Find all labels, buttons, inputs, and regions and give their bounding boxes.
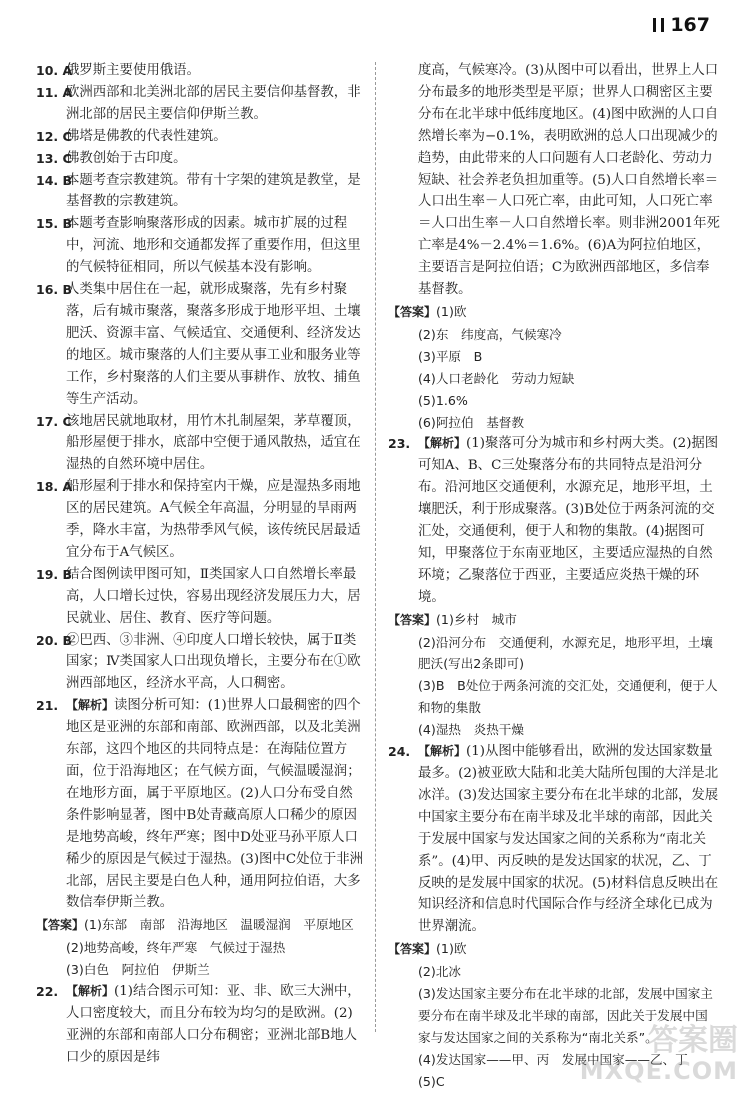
- text-body: (1)从图中能够看出，欧洲的发达国家数量最多。(2)被亚欧大陆和北美大陆所包围的大洋是北冰洋。(3)发达国家主要分布在北半球的北部，发展中国家主要分布在南半球及北半球的南部，因此关于发展中国家与发达国家之间的关系称为“南北关系”。(4)甲、丙反映的是发达国家的状况，乙、丁反映的是发展中国家的状况。(5)材料信息反映出在知识经济和信息时代国际合作与经济全球化已成为世界潮流。: [418, 744, 719, 935]
- text-body: (4)发达国家——甲、丙 发展中国家——乙、丁: [418, 1051, 688, 1067]
- question-item: [388, 433, 720, 608]
- question-number: 12. C: [36, 128, 72, 144]
- question-item: [36, 564, 366, 630]
- text-body: (5)C: [418, 1073, 445, 1089]
- text-body: ②巴西、③非洲、④印度人口增长较快，属于Ⅱ类国家；Ⅳ类国家人口出现负增长，主要分布在①欧洲西部地区，经济水平高，人口稠密。: [66, 632, 361, 692]
- question-number: 24.: [388, 744, 411, 760]
- right-column: [388, 60, 720, 1093]
- question-item: [36, 213, 366, 279]
- text-body: (1)欧: [436, 941, 467, 957]
- analysis-tag: 【解析】: [418, 744, 467, 759]
- text-body: (1)欧: [436, 303, 467, 319]
- question-number: 15. B: [36, 216, 73, 232]
- text-body: (2)北冰: [418, 964, 462, 980]
- text-body: (1)结合图示可知：亚、非、欧三大洲中，人口密度较大，而且分布较为均匀的是欧洲。(2)亚洲的东部和南部人口分布稠密；亚洲北部B地人口少的原因是纬: [66, 984, 361, 1065]
- text-body: 度高，气候寒冷。(3)从图中可以看出，世界上人口分布最多的地形类型是平原；世界人口稠密区主要分布在北半球中低纬度地区。(4)图中欧洲的人口自然增长率为−0.1%，表明欧洲的总人口出现减少的趋势，由此带来的人口问题有人口老龄化、劳动力短缺、社会养老负担加重等。(5)人口自然增长率＝人口出生率－人口死亡率，由此可知，人口死亡率＝人口出生率－人口自然增长率。则非洲2001年死亡率是4%－2.4%＝1.6%。(6)A为阿拉伯地区，主要语言是阿拉伯语；C为欧洲西部地区，多信奉基督教。: [418, 63, 720, 298]
- text-body: (1)聚落可分为城市和乡村两大类。(2)据图可知A、B、C三处聚落分布的共同特点是沿河分布。沿河地区交通便利，水源充足，地形平坦，土壤肥沃，利于形成聚落。(3)B处位于两条河流的交汇处，交通便利，便于人和物的集散。(4)据图可知，甲聚落位于东南亚地区，主要适应湿热的自然环境；乙聚落位于西亚，主要适应炎热干燥的环境。: [418, 436, 719, 605]
- text-body: (3)B B处位于两条河流的交汇处，交通便利，便于人和物的集散: [418, 678, 718, 716]
- question-item: [36, 126, 366, 148]
- question-number: 14. B: [36, 172, 73, 188]
- text-body: 本题考查宗教建筑。带有十字架的建筑是教堂，是基督教的宗教建筑。: [66, 172, 361, 210]
- question-number: 16. B: [36, 282, 73, 298]
- text-body: 欧洲西部和北美洲北部的居民主要信仰基督教，非洲北部的居民主要信仰伊斯兰教。: [66, 84, 361, 122]
- page-number-marker: [653, 18, 664, 32]
- text-body: 佛教创始于古印度。: [66, 150, 187, 166]
- question-item: [36, 411, 366, 477]
- answer-tag: 【答案】: [36, 918, 85, 933]
- question-number: 21.: [36, 698, 59, 714]
- answer-line: [388, 324, 720, 346]
- answer-line: [388, 60, 720, 301]
- text-body: 人类集中居住在一起，就形成聚落，先有乡村聚落，后有城市聚落，聚落多形成于地形平坦、土壤肥沃、资源丰富、气候适宜、交通便利、经济发达的地区。城市聚落的人们主要从事工业和服务业等工作，乡村聚落的人们主要从事耕作、放牧、捕鱼等生产活动。: [66, 282, 361, 407]
- question-item: [36, 82, 366, 126]
- answer-tag: 【答案】: [388, 942, 437, 957]
- text-body: (2)地势高峻，终年严寒 气候过于湿热: [66, 940, 286, 956]
- question-number: 19. B: [36, 566, 73, 582]
- question-number: 20. B: [36, 632, 73, 648]
- column-divider: [375, 62, 376, 1032]
- answer-line: [36, 959, 366, 981]
- text-body: (3)平原 B: [418, 348, 483, 364]
- text-body: 读图分析可知：(1)世界人口最稠密的四个地区是亚洲的东部和南部、欧洲西部，以及北美洲东部，这四个地区的共同特点是：在海陆位置方面，位于沿海地区；在气候方面，气候温暖湿润；在地形方面，属于平原地区。(2)人口分布受自然条件影响显著，图中B处青藏高原人口稀少的原因是地势高峻，终年严寒；图中D处亚马孙平原人口稀少的原因是气候过于湿热。(3)图中C处位于非洲北部，居民主要是白色人种，通用阿拉伯语，大多数信奉伊斯兰教。: [66, 698, 364, 911]
- answer-line: [388, 412, 720, 434]
- answer-line: [388, 961, 720, 983]
- question-number: 17. C: [36, 413, 72, 429]
- question-item: [36, 476, 366, 564]
- text-body: (4)湿热 炎热干燥: [418, 722, 524, 738]
- question-number: 11. A: [36, 84, 73, 100]
- text-body: (4)人口老龄化 劳动力短缺: [418, 370, 575, 386]
- text-body: 佛塔是佛教的代表性建筑。: [66, 128, 227, 144]
- answer-line: [388, 632, 720, 676]
- text-body: (3)白色 阿拉伯 伊斯兰: [66, 962, 210, 978]
- answer-line: [388, 390, 720, 412]
- question-number: 13. C: [36, 150, 72, 166]
- watermark-logo: 答案圈 MXQE.COM: [579, 1023, 738, 1085]
- question-item: [36, 170, 366, 214]
- answer-line: [388, 368, 720, 390]
- question-item: [388, 741, 720, 938]
- question-item: [36, 148, 366, 170]
- text-body: (2)沿河分布 交通便利，水源充足，地形平坦，土壤肥沃(写出2条即可): [418, 634, 713, 672]
- text-body: (1)东部 南部 沿海地区 温暖湿润 平原地区: [84, 917, 354, 933]
- answer-line: [388, 719, 720, 741]
- text-body: 船形屋利于排水和保持室内干燥，应是湿热多雨地区的居民建筑。A气候全年高温，分明显的旱雨两季，降水丰富，为热带季风气候，该传统民居最适宜分布于A气候区。: [66, 479, 361, 560]
- analysis-tag: 【解析】: [418, 436, 467, 451]
- question-item: [36, 630, 366, 696]
- analysis-tag: 【解析】: [66, 984, 115, 999]
- question-number: 18. A: [36, 479, 73, 495]
- text-body: (3)发达国家主要分布在北半球的北部，发展中国家主要分布在南半球及北半球的南部，因此关于发展中国家与发达国家之间的关系称为“南北关系”。: [418, 986, 713, 1045]
- question-item: [36, 60, 366, 82]
- answer-tag: 【答案】: [388, 304, 437, 319]
- question-item: [36, 981, 366, 1069]
- text-body: (2)东 纬度高，气候寒冷: [418, 326, 562, 342]
- text-body: 俄罗斯主要使用俄语。: [66, 63, 200, 78]
- question-number: 10. A: [36, 63, 73, 78]
- text-body: 结合图例读甲图可知，Ⅱ类国家人口自然增长率最高，人口增长过快，容易出现经济发展压力大，居民就业、居住、教育、医疗等问题。: [66, 566, 361, 626]
- answer-line: [388, 609, 720, 632]
- text-body: 本题考查影响聚落形成的因素。城市扩展的过程中，河流、地形和交通都发挥了重要作用，但这里的气候特征相同，所以气候基本没有影响。: [66, 216, 361, 276]
- answer-tag: 【答案】: [388, 612, 437, 627]
- left-column: [36, 60, 366, 1069]
- answer-line: [388, 675, 720, 719]
- text-body: 该地居民就地取材，用竹木扎制屋架，茅草覆顶，船形屋便于排水，底部中空便于通风散热，适宜在湿热的自然环境中居住。: [66, 413, 361, 473]
- question-item: [36, 695, 366, 914]
- answer-line: [388, 938, 720, 961]
- analysis-tag: 【解析】: [66, 698, 115, 713]
- question-number: 23.: [388, 436, 411, 452]
- answer-line: [388, 301, 720, 324]
- answer-line: [36, 937, 366, 959]
- question-number: 22.: [36, 984, 59, 1000]
- text-body: (6)阿拉伯 基督教: [418, 414, 524, 430]
- answer-line: [36, 914, 366, 937]
- answer-line: [388, 346, 720, 368]
- text-body: (1)乡村 城市: [436, 611, 517, 627]
- question-item: [36, 279, 366, 410]
- text-body: (5)1.6%: [418, 392, 468, 408]
- page-number: 167: [653, 14, 710, 36]
